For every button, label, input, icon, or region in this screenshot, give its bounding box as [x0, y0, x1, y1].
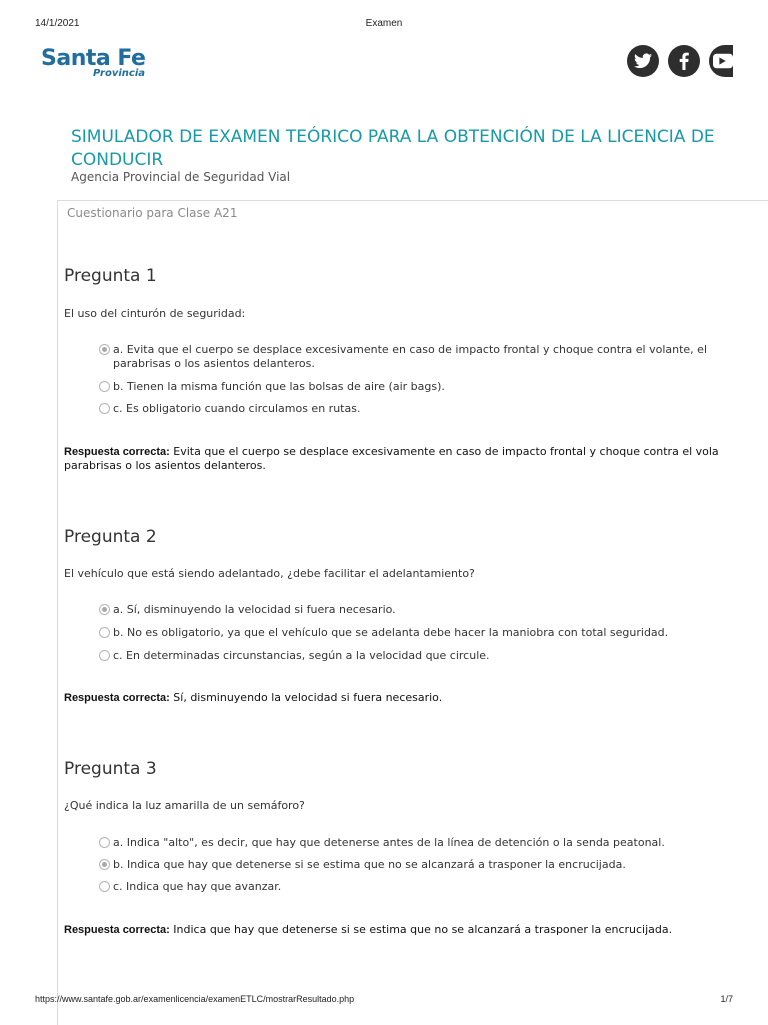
logo-main-text: Santa Fe	[41, 46, 146, 71]
radio-button[interactable]	[99, 859, 110, 870]
correct-answer-text: Indica que hay que detenerse si se estima que no se alcanzará a trasponer la encrucijada.	[173, 923, 673, 936]
question-text: ¿Qué indica la luz amarilla de un semáforo?	[64, 799, 305, 812]
radio-button[interactable]	[99, 344, 110, 355]
print-header	[0, 0, 768, 40]
twitter-icon[interactable]	[627, 45, 659, 77]
print-date: 14/1/2021	[35, 18, 80, 29]
answer-option[interactable]	[99, 858, 739, 872]
question-title: Pregunta 3	[64, 759, 157, 779]
radio-button[interactable]	[99, 381, 110, 392]
option-label: a. Indica "alto", es decir, que hay que detenerse antes de la línea de detención o la senda peatonal.	[113, 836, 665, 849]
print-page-number: 1/7	[720, 994, 733, 1004]
option-label: a. Evita que el cuerpo se desplace excesivamente en caso de impacto frontal y choque contra el volante, el parabrisas o los asientos delanteros.	[113, 343, 707, 370]
answer-option[interactable]	[99, 880, 739, 894]
correct-answer-text-continued: parabrisas o los asientos delanteros.	[64, 459, 266, 472]
correct-answer-label: Respuesta correcta:	[64, 446, 170, 458]
option-label: a. Sí, disminuyendo la velocidad si fuera necesario.	[113, 603, 396, 616]
option-label: b. No es obligatorio, ya que el vehículo que se adelanta debe hacer la maniobra con total seguridad.	[113, 626, 669, 639]
question-title: Pregunta 1	[64, 266, 157, 286]
facebook-icon[interactable]	[668, 45, 700, 77]
question-title: Pregunta 2	[64, 527, 157, 547]
question-text: El uso del cinturón de seguridad:	[64, 307, 246, 320]
option-label: c. Es obligatorio cuando circulamos en rutas.	[113, 402, 361, 415]
radio-button[interactable]	[99, 881, 110, 892]
print-title: Examen	[365, 18, 403, 29]
radio-button[interactable]	[99, 837, 110, 848]
option-label: b. Tienen la misma función que las bolsas de aire (air bags).	[113, 380, 445, 393]
correct-answer-label: Respuesta correcta:	[64, 924, 170, 936]
logo-sub-text: Provincia	[93, 68, 145, 79]
correct-answer-text: Sí, disminuyendo la velocidad si fuera necesario.	[173, 691, 443, 704]
answer-option[interactable]	[99, 603, 739, 617]
answer-option[interactable]	[99, 402, 739, 416]
answer-option[interactable]	[99, 649, 739, 663]
print-url: https://www.santafe.gob.ar/examenlicencia/examenETLC/mostrarResultado.php	[35, 994, 355, 1004]
question-text: El vehículo que está siendo adelantado, ¿debe facilitar el adelantamiento?	[64, 567, 475, 580]
questionnaire-header: Cuestionario para Clase A21	[67, 206, 238, 220]
answer-option[interactable]	[99, 343, 739, 371]
answer-option[interactable]	[99, 626, 739, 640]
correct-answer	[64, 691, 768, 705]
correct-answer	[64, 923, 768, 937]
social-links	[627, 45, 733, 77]
youtube-icon[interactable]	[709, 45, 733, 77]
correct-answer	[64, 445, 768, 473]
option-label: c. En determinadas circunstancias, según a la velocidad que circule.	[113, 649, 490, 662]
correct-answer-text: Evita que el cuerpo se desplace excesivamente en caso de impacto frontal y choque contra el vola	[173, 445, 719, 458]
option-label: c. Indica que hay que avanzar.	[113, 880, 282, 893]
option-label: b. Indica que hay que detenerse si se estima que no se alcanzará a trasponer la encrucijada.	[113, 858, 626, 871]
radio-button[interactable]	[99, 627, 110, 638]
page-subtitle: Agencia Provincial de Seguridad Vial	[71, 170, 291, 184]
answer-option[interactable]	[99, 836, 739, 850]
radio-button[interactable]	[99, 650, 110, 661]
radio-button[interactable]	[99, 403, 110, 414]
radio-button[interactable]	[99, 604, 110, 615]
answer-option[interactable]	[99, 380, 739, 394]
page-title: SIMULADOR DE EXAMEN TEÓRICO PARA LA OBTENCIÓN DE LA LICENCIA DE CONDUCIR	[71, 127, 715, 170]
correct-answer-label: Respuesta correcta:	[64, 692, 170, 704]
santa-fe-logo[interactable]	[41, 46, 146, 79]
